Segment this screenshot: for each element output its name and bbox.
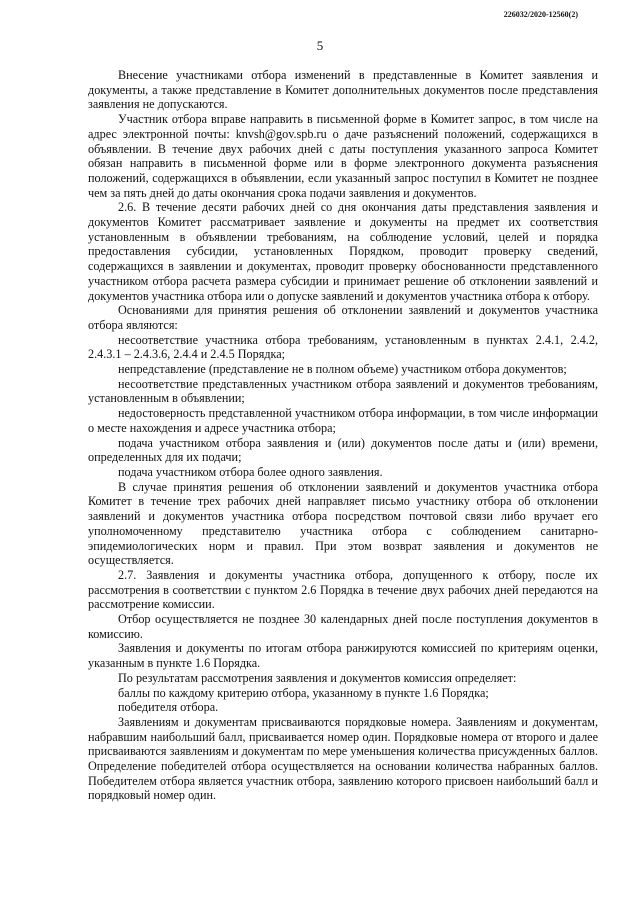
page-number: 5 [316,38,324,53]
paragraph: Участник отбора вправе направить в письменной форме в Комитет запрос, в том числе на адрес электронной почты: knvsh@gov.spb.ru о даче разъяснений положений, содержащихся в объявлении. В течение двух рабочих дней с даты поступления указанного запроса Комитет обязан направить в письменной форме или в форме электронного документа разъяснения положений, содержащихся в объявлении, если указанный запрос поступил в Комитет не позднее чем за пять дней до даты окончания срока подачи заявления и документов. [88,112,598,200]
paragraph: Отбор осуществляется не позднее 30 календарных дней после поступления документов в комиссию. [88,612,598,641]
list-item: несоответствие представленных участником отбора заявлений и документов требованиям, установленным в объявлении; [88,376,598,406]
paragraph: 2.7. Заявления и документы участника отбора, допущенного к отбору, после их рассмотрения в соответствии с пунктом 2.6 Порядка в течение двух рабочих дней передаются на рассмотрение комиссии. [88,567,598,612]
list-item: подача участником отбора заявления и (или) документов после даты и (или) времени, определенных для их подачи; [88,435,598,465]
list-item: несоответствие участника отбора требованиям, установленным в пунктах 2.4.1, 2.4.2, 2.4.3.1 – 2.4.3.6, 2.4.4 и 2.4.5 Порядка; [88,332,598,362]
paragraph: По результатам рассмотрения заявления и документов комиссия определяет: [118,670,517,685]
list-item: недостоверность представленной участником отбора информации, в том числе информации о месте нахождения и адресе участника отбора; [88,406,598,435]
paragraph: Внесение участниками отбора изменений в представленные в Комитет заявления и документы, а также представление в Комитет дополнительных документов после представления заявления не допускаются. [88,68,598,112]
paragraph: Основаниями для принятия решения об отклонении заявлений и документов участника отбора являются: [88,303,598,332]
document-number: 226032/2020-12560(2) [503,10,578,19]
paragraph: Заявлениям и документам присваиваются порядковые номера. Заявлениям и документам, набравшим наибольший балл, присваивается номер один. Порядковые номера от второго и далее присваиваются заявлениям и документам по мере уменьшения количества присужденных баллов. Определение победителей отбора осуществляется на основании количества набранных баллов. Победителем отбора является участник отбора, заявлению которого присвоен наибольший балл и порядковый номер один. [88,714,598,803]
paragraph: 2.6. В течение десяти рабочих дней со дня окончания даты представления заявления и документов Комитет рассматривает заявление и документы на предмет их соответствия установленным в объявлении требованиям, на соблюдение условий, целей и порядка предоставления субсидии, установленных Порядком, проводит проверку сведений, содержащихся в заявлении и документах, проводит проверку обоснованности представленного участником отбора расчета размера субсидии и принимает решение об отклонении заявлений и документов участника отбора или о допуске заявлений и документов участника отбора к отбору. [88,200,598,303]
paragraph: Заявления и документы по итогам отбора ранжируются комиссией по критериям оценки, указанным в пункте 1.6 Порядка. [88,641,598,671]
list-item: баллы по каждому критерию отбора, указанному в пункте 1.6 Порядка; [118,685,489,700]
document-body [88,68,598,803]
paragraph: В случае принятия решения об отклонении заявлений и документов участника отбора Комитет в течение трех рабочих дней направляет письмо участнику отбора об отклонении заявлений и документов участника отбора посредством почтовой связи либо вручает его уполномоченному представителю участника отбора с соблюдением санитарно-эпидемиологических норм и правил. При этом возврат заявления и документов не осуществляется. [88,479,598,568]
list-item: подача участником отбора более одного заявления. [118,464,383,479]
list-item: непредставление (представление не в полном объеме) участником отбора документов; [118,362,567,377]
list-item: победителя отбора. [118,700,219,715]
